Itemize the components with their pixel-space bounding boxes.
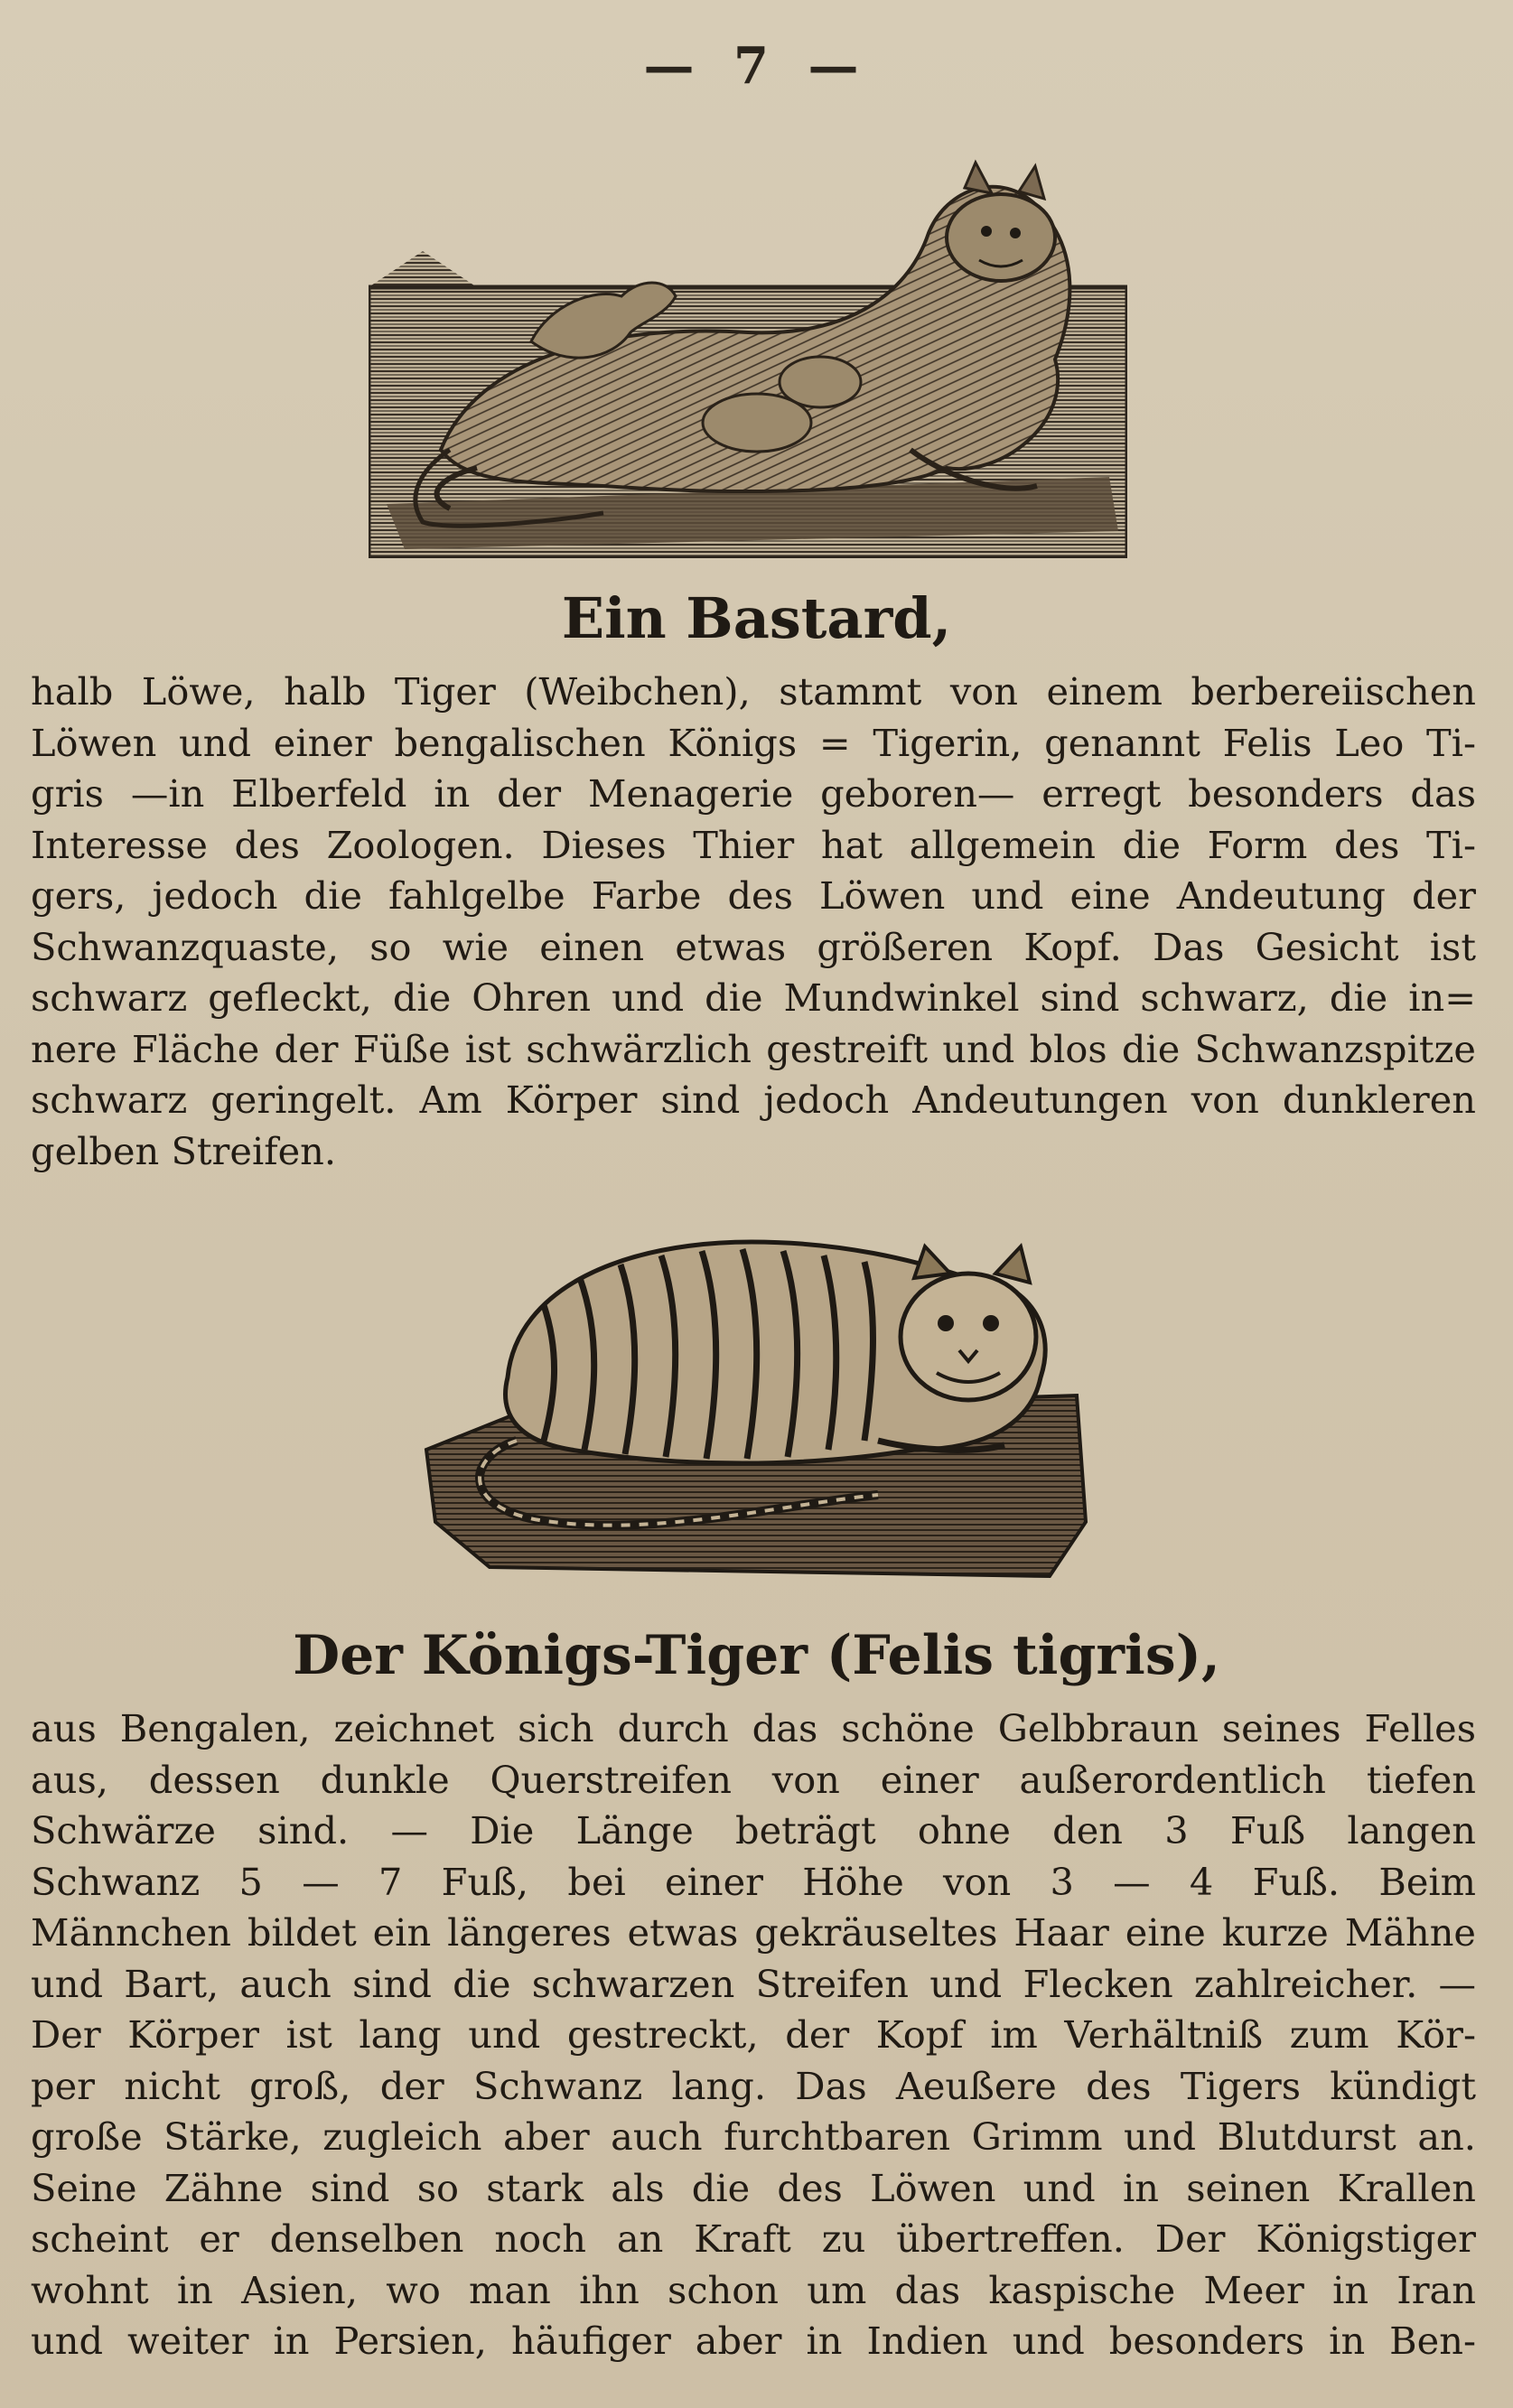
text-line: aus Bengalen, zeichnet sich durch das schöne Gelbbraun seines Felles [31,1706,1476,1750]
text-line: Schwanz 5 — 7 Fuß, bei einer Höhe von 3 — 4 Fuß. Beim [31,1859,1476,1904]
text-line: und weiter in Persien, häufiger aber in Indien und besonders in Ben- [31,2319,1476,2363]
woodcut-bastard-with-cubs [369,152,1127,558]
text-line: große Stärke, zugleich aber auch furchtbaren Grimm und Blutdurst an. [31,2114,1476,2159]
text-line: nere Fläche der Füße ist schwärzlich gestreift und blos die Schwanzspitze [31,1026,1476,1071]
text-line: halb Löwe, halb Tiger (Weibchen), stammt von einem berbereiischen [31,669,1476,714]
text-line: gelben Streifen. [31,1128,337,1173]
text-line: schwarz geringelt. Am Körper sind jedoch Andeutungen von dunkleren [31,1078,1476,1122]
text-line: schwarz gefleckt, die Ohren und die Mundwinkel sind schwarz, die in= [31,975,1476,1020]
paragraph-royal-tiger [31,1703,1476,2367]
text-line: scheint er denselben noch an Kraft zu übertreffen. Der Königstiger [31,2217,1476,2261]
text-line: Löwen und einer bengalischen Königs = Tigerin, genannt Felis Leo Ti- [31,720,1476,765]
text-line: Schwärze sind. — Die Länge beträgt ohne den 3 Fuß langen [31,1808,1476,1853]
text-line: Seine Zähne sind so stark als die des Löwen und in seinen Krallen [31,2165,1476,2210]
section-title-royal-tiger: Der Königs-Tiger (Felis tigris), [293,1624,1220,1687]
text-line: Männchen bildet ein längeres etwas gekräuseltes Haar eine kurze Mähne [31,1910,1476,1955]
text-line: per nicht groß, der Schwanz lang. Das Aeußere des Tigers kündigt [31,2063,1476,2108]
page-number: — 7 — [643,36,870,96]
woodcut-royal-tiger [408,1224,1095,1581]
text-line: gris —in Elberfeld in der Menagerie geboren— erregt besonders das [31,771,1476,816]
text-line: und Bart, auch sind die schwarzen Streifen und Flecken zahlreicher. — [31,1961,1476,2006]
text-line: Interesse des Zoologen. Dieses Thier hat allgemein die Form des Ti- [31,822,1476,867]
text-line: Schwanzquaste, so wie einen etwas größeren Kopf. Das Gesicht ist [31,924,1476,969]
paragraph-bastard [31,667,1476,1177]
text-line: aus, dessen dunkle Querstreifen von einer außerordentlich tiefen [31,1757,1476,1802]
text-line: gers, jedoch die fahlgelbe Farbe des Löwen und eine Andeutung der [31,873,1476,918]
text-line: Der Körper ist lang und gestreckt, der Kopf im Verhältniß zum Kör- [31,2012,1476,2057]
text-line: wohnt in Asien, wo man ihn schon um das kaspische Meer in Iran [31,2267,1476,2312]
section-title-bastard: Ein Bastard, [561,585,952,651]
